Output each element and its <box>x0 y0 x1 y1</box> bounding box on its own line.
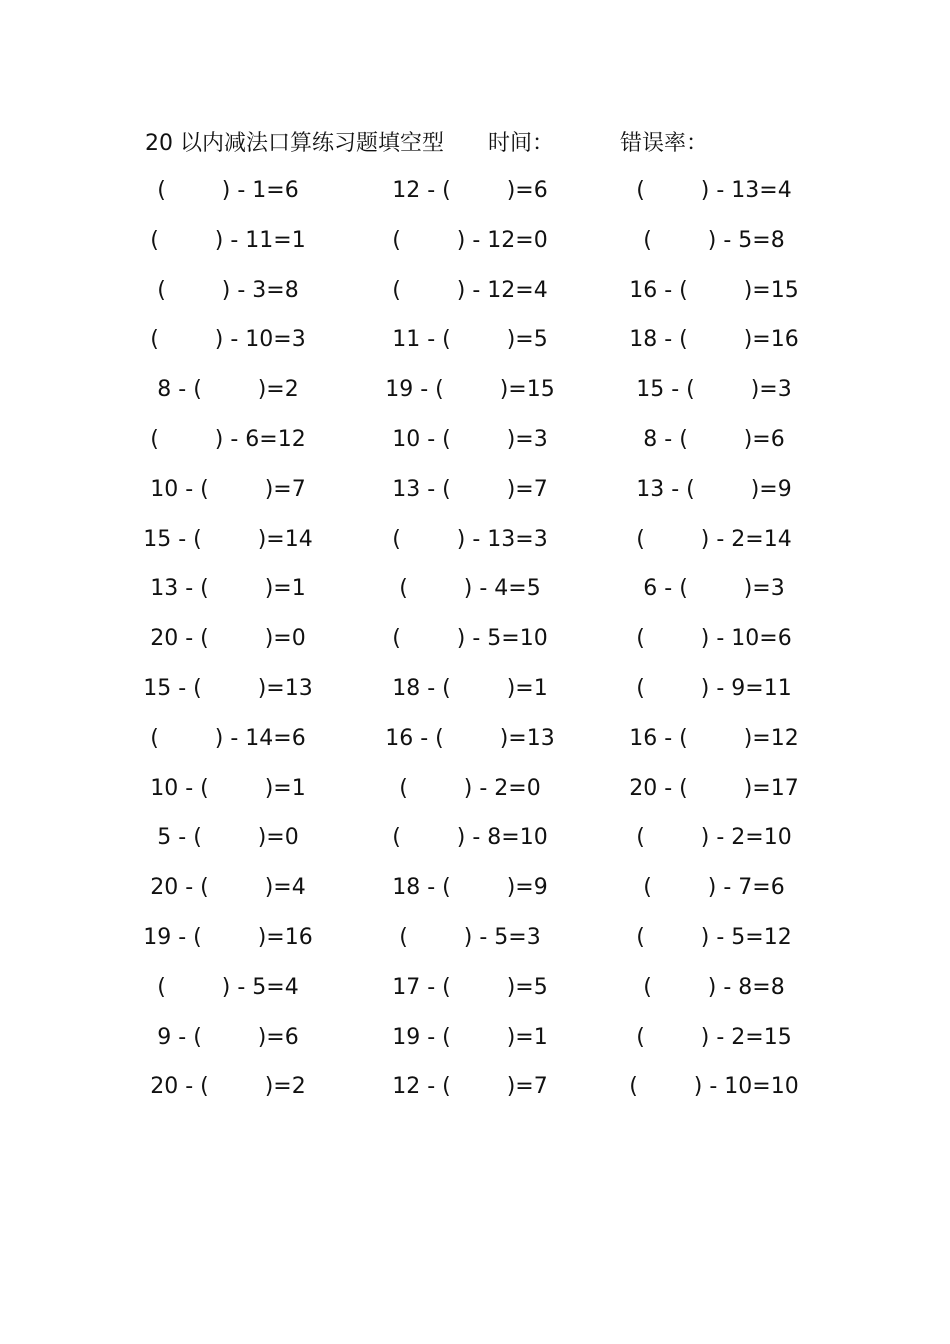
subtraction-problem: 15 - ( )=13 <box>143 675 313 701</box>
problem-row <box>0 373 950 423</box>
subtraction-problem: 5 - ( )=0 <box>157 825 299 851</box>
subtraction-problem: 18 - ( )=1 <box>392 675 548 701</box>
subtraction-problem: 11 - ( )=5 <box>392 327 548 353</box>
subtraction-problem: 12 - ( )=6 <box>392 178 548 203</box>
subtraction-problem: 13 - ( )=1 <box>150 576 306 602</box>
subtraction-problem: 17 - ( )=5 <box>392 974 548 1000</box>
subtraction-problem: 20 - ( )=4 <box>150 875 306 901</box>
subtraction-problem: ( ) - 11=1 <box>150 227 306 253</box>
subtraction-problem: 19 - ( )=1 <box>392 1024 548 1050</box>
subtraction-problem: 9 - ( )=6 <box>157 1024 299 1050</box>
problem-row <box>0 274 950 324</box>
subtraction-problem: 16 - ( )=12 <box>629 725 799 751</box>
subtraction-problem: 13 - ( )=7 <box>392 476 548 502</box>
subtraction-problem: 20 - ( )=2 <box>150 1074 306 1100</box>
subtraction-problem: ( ) - 4=5 <box>399 576 541 602</box>
subtraction-problem: 19 - ( )=16 <box>143 924 313 950</box>
subtraction-problem: ( ) - 12=0 <box>392 227 548 253</box>
subtraction-problem: 6 - ( )=3 <box>643 576 785 602</box>
subtraction-problem: 15 - ( )=3 <box>636 377 792 403</box>
time-label: 时间： <box>488 131 555 156</box>
subtraction-problem: ( ) - 6=12 <box>150 426 306 452</box>
subtraction-problem: 10 - ( )=7 <box>150 476 306 502</box>
worksheet-title: 20 以内减法口算练习题填空型 <box>145 131 444 156</box>
subtraction-problem: 19 - ( )=15 <box>385 377 555 403</box>
problem-row <box>0 1070 950 1120</box>
problem-row <box>0 572 950 622</box>
problem-row <box>0 871 950 921</box>
subtraction-problem: ( ) - 13=3 <box>392 526 548 552</box>
subtraction-problem: 8 - ( )=6 <box>643 426 785 452</box>
subtraction-problem: 16 - ( )=13 <box>385 725 555 751</box>
subtraction-problem: ( ) - 2=14 <box>636 526 792 552</box>
problem-row <box>0 722 950 772</box>
subtraction-problem: ( ) - 10=6 <box>636 626 792 652</box>
problem-row <box>0 174 950 224</box>
subtraction-problem: 16 - ( )=15 <box>629 277 799 303</box>
problem-row <box>0 672 950 722</box>
subtraction-problem: 18 - ( )=16 <box>629 327 799 353</box>
subtraction-problem: 18 - ( )=9 <box>392 875 548 901</box>
subtraction-problem: ( ) - 8=10 <box>392 825 548 851</box>
subtraction-problem: 8 - ( )=2 <box>157 377 299 403</box>
subtraction-problem: 20 - ( )=17 <box>629 775 799 801</box>
subtraction-problem: ( ) - 12=4 <box>392 277 548 303</box>
subtraction-problem: ( ) - 2=0 <box>399 775 541 801</box>
problem-row <box>0 1021 950 1071</box>
subtraction-problem: ( ) - 1=6 <box>157 178 299 203</box>
error-rate-label: 错误率： <box>620 131 709 156</box>
subtraction-problem: ( ) - 10=3 <box>150 327 306 353</box>
subtraction-problem: ( ) - 5=10 <box>392 626 548 652</box>
problem-row <box>0 523 950 573</box>
subtraction-problem: 13 - ( )=9 <box>636 476 792 502</box>
subtraction-problem: ( ) - 5=8 <box>643 227 785 253</box>
problem-row <box>0 423 950 473</box>
subtraction-problem: 10 - ( )=1 <box>150 775 306 801</box>
subtraction-problem: ( ) - 5=4 <box>157 974 299 1000</box>
worksheet-header <box>0 126 950 160</box>
subtraction-problem: ( ) - 10=10 <box>629 1074 799 1100</box>
problem-row <box>0 921 950 971</box>
problem-row <box>0 971 950 1021</box>
subtraction-problem: ( ) - 3=8 <box>157 277 299 303</box>
subtraction-problem: ( ) - 9=11 <box>636 675 792 701</box>
subtraction-problem: ( ) - 13=4 <box>636 178 792 203</box>
subtraction-problem: 12 - ( )=7 <box>392 1074 548 1100</box>
problem-row <box>0 622 950 672</box>
subtraction-problem: 20 - ( )=0 <box>150 626 306 652</box>
subtraction-problem: ( ) - 2=15 <box>636 1024 792 1050</box>
problem-row <box>0 224 950 274</box>
problem-row <box>0 473 950 523</box>
subtraction-problem: 10 - ( )=3 <box>392 426 548 452</box>
subtraction-problem: ( ) - 5=3 <box>399 924 541 950</box>
subtraction-problem: ( ) - 8=8 <box>643 974 785 1000</box>
problem-row <box>0 772 950 822</box>
subtraction-problem: ( ) - 14=6 <box>150 725 306 751</box>
subtraction-problem: 15 - ( )=14 <box>143 526 313 552</box>
subtraction-problem: ( ) - 5=12 <box>636 924 792 950</box>
problem-row <box>0 323 950 373</box>
problem-grid <box>0 174 950 1120</box>
problem-row <box>0 821 950 871</box>
subtraction-problem: ( ) - 7=6 <box>643 875 785 901</box>
subtraction-problem: ( ) - 2=10 <box>636 825 792 851</box>
